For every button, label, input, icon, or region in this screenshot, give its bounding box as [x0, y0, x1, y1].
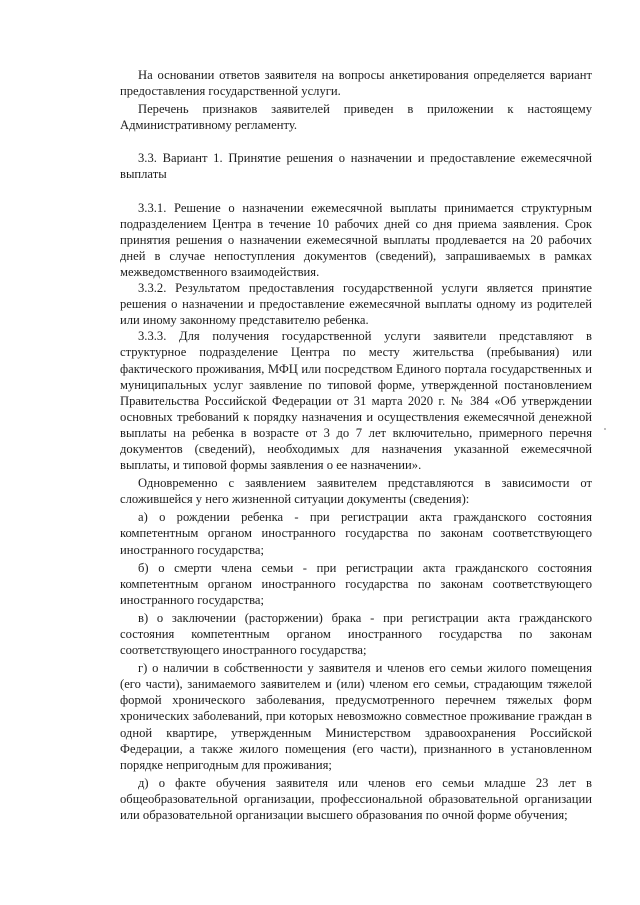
list-item-a: а) о рождении ребенка - при регистрации акта гражданского состояния компетентным органом иностранного государства по законам соответствующего иностранного государства; — [120, 510, 592, 557]
list-item-g: г) о наличии в собственности у заявителя и членов его семьи жилого помещения (его части), занимаемого заявителем и (или) членом его семьи, страдающим тяжелой формой хронического заболевания, предусмотренного перечнем тяжелых форм хронических заболеваний, при которых невозможно совместное проживание граждан в одной квартире, утвержденным Министерством здравоохранения Российской Федерации, а также жилого помещения (его части), признанного в установленном порядке непригодным для проживания; — [120, 661, 592, 772]
paragraph-3-3-2: 3.3.2. Результатом предоставления государственной услуги является принятие решения о назначении и предоставление ежемесячной выплаты одному из родителей или иному законному представителю ребенка. — [120, 281, 592, 328]
list-item-v: в) о заключении (расторжении) брака - при регистрации акта гражданского состояния компетентным органом иностранного государства по законам соответствующего иностранного государства; — [120, 610, 592, 658]
section-heading-3-3: 3.3. Вариант 1. Принятие решения о назначении и предоставление ежемесячной выплаты — [120, 151, 592, 182]
list-item-b: б) о смерти члена семьи - при регистрации акта гражданского состояния компетентным органом иностранного государства по законам соответствующего иностранного государства; — [120, 560, 592, 607]
paragraph-features-list: Перечень признаков заявителей приведен в приложении к настоящему Административному регламенту. — [120, 102, 592, 133]
paragraph-3-3-3: 3.3.3. Для получения государственной услуги заявители представляют в структурное подразделение Центра по месту жительства (пребывания) или фактического проживания, МФЦ или посредством Единого портала государственных и муниципальных услуг заявление по типовой форме, утвержденной постановлением Правительства Российской Федерации от 31 марта 2020 г. № 384 «Об утверждении основных требований к порядку назначения и осуществления ежемесячной денежной выплаты на ребенка в возрасте от 3 до 7 лет включительно, примерного перечня документов (сведений), необходимых для назначения указанной ежемесячной выплаты, и типовой формы заявления о ее назначении». — [120, 329, 592, 473]
list-item-d: д) о факте обучения заявителя или членов его семьи младше 23 лет в общеобразовательной организации, профессиональной образовательной организации или образовательной организации высшего образования по очной форме обучения; — [120, 775, 592, 823]
paragraph-questionnaire: На основании ответов заявителя на вопросы анкетирования определяется вариант предоставления государственной услуги. — [120, 68, 592, 99]
paragraph-3-3-1: 3.3.1. Решение о назначении ежемесячной выплаты принимается структурным подразделением Центра в течение 10 рабочих дней со дня приема заявления. Срок принятия решения о назначении ежемесячной выплаты продлевается на 20 рабочих дней в случае непоступления документов (сведений), запрашиваемых в рамках межведомственного взаимодействия. — [120, 200, 592, 279]
scan-speck — [604, 428, 606, 430]
paragraph-documents-intro: Одновременно с заявлением заявителем представляются в зависимости от сложившейся у него жизненной ситуации документы (сведения): — [120, 476, 592, 507]
